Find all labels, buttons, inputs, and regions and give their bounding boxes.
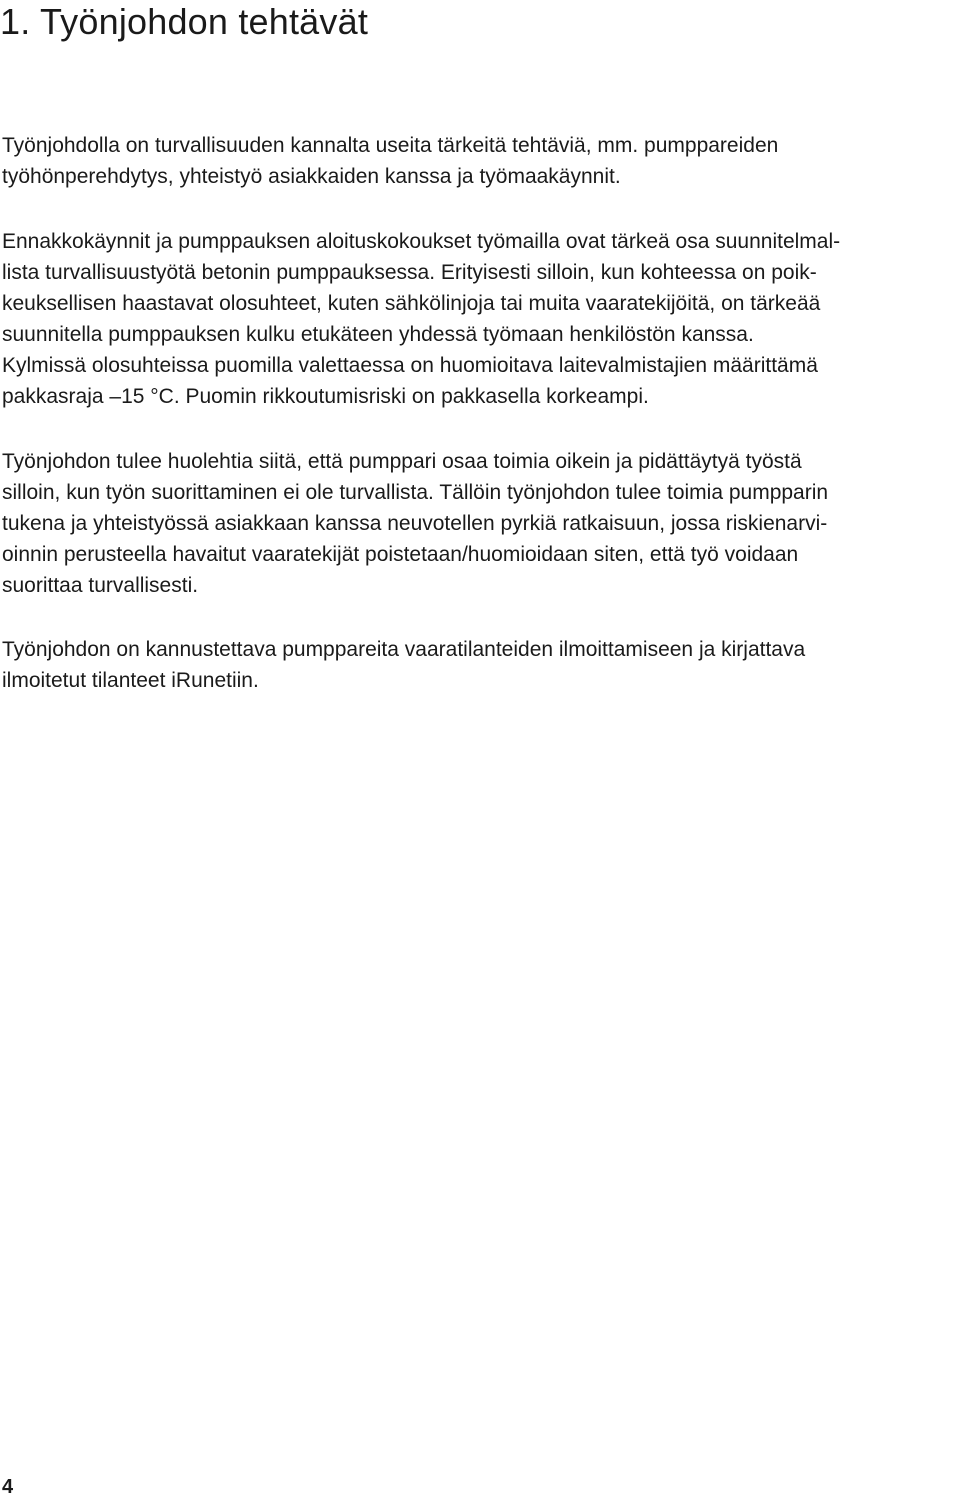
paragraph-line: Työnjohdon tulee huolehtia siitä, että pumppari osaa toimia oikein ja pidättäytyä työstä: [2, 450, 802, 473]
paragraph-line: Työnjohdolla on turvallisuuden kannalta useita tärkeitä tehtäviä, mm. pumppareiden: [2, 134, 779, 157]
paragraph-line: suorittaa turvallisesti.: [2, 574, 199, 597]
paragraph-line: silloin, kun työn suorittaminen ei ole turvallista. Tällöin työnjohdon tulee toimia pumpparin: [2, 481, 829, 504]
paragraph-line: keuksellisen haastavat olosuhteet, kuten sähkölinjoja tai muita vaaratekijöitä, on tärkeää: [2, 292, 821, 315]
page-number: 4: [2, 1476, 14, 1498]
paragraph-line: työhönperehdytys, yhteistyö asiakkaiden kanssa ja työmaakäynnit.: [2, 165, 621, 188]
page-title: 1. Työnjohdon tehtävät: [0, 1, 369, 42]
paragraph-3: [2, 446, 952, 601]
paragraph-line: tukena ja yhteistyössä asiakkaan kanssa neuvotellen pyrkiä ratkaisuun, jossa riskienarvi-: [2, 512, 828, 535]
paragraph-line: Työnjohdon on kannustettava pumppareita vaaratilanteiden ilmoittamiseen ja kirjattava: [2, 638, 806, 661]
paragraph-line: Ennakkokäynnit ja pumppauksen aloituskokoukset työmailla ovat tärkeä osa suunnitelmal-: [2, 230, 841, 253]
paragraph-4: [2, 634, 952, 696]
paragraph-line: ilmoitetut tilanteet iRunetiin.: [2, 669, 259, 692]
paragraph-1: [2, 130, 952, 192]
paragraph-line: suunnitella pumppauksen kulku etukäteen yhdessä työmaan henkilöstön kanssa.: [2, 323, 754, 346]
paragraph-line: lista turvallisuustyötä betonin pumppauksessa. Erityisesti silloin, kun kohteessa on poik-: [2, 261, 817, 284]
paragraph-line: pakkasraja –15 °C. Puomin rikkoutumisriski on pakkasella korkeampi.: [2, 385, 649, 408]
paragraph-line: oinnin perusteella havaitut vaaratekijät poistetaan/huomioidaan siten, että työ voidaan: [2, 543, 799, 566]
paragraph-line: Kylmissä olosuhteissa puomilla valettaessa on huomioitava laitevalmistajien määrittämä: [2, 354, 818, 377]
paragraph-2: [2, 226, 952, 412]
